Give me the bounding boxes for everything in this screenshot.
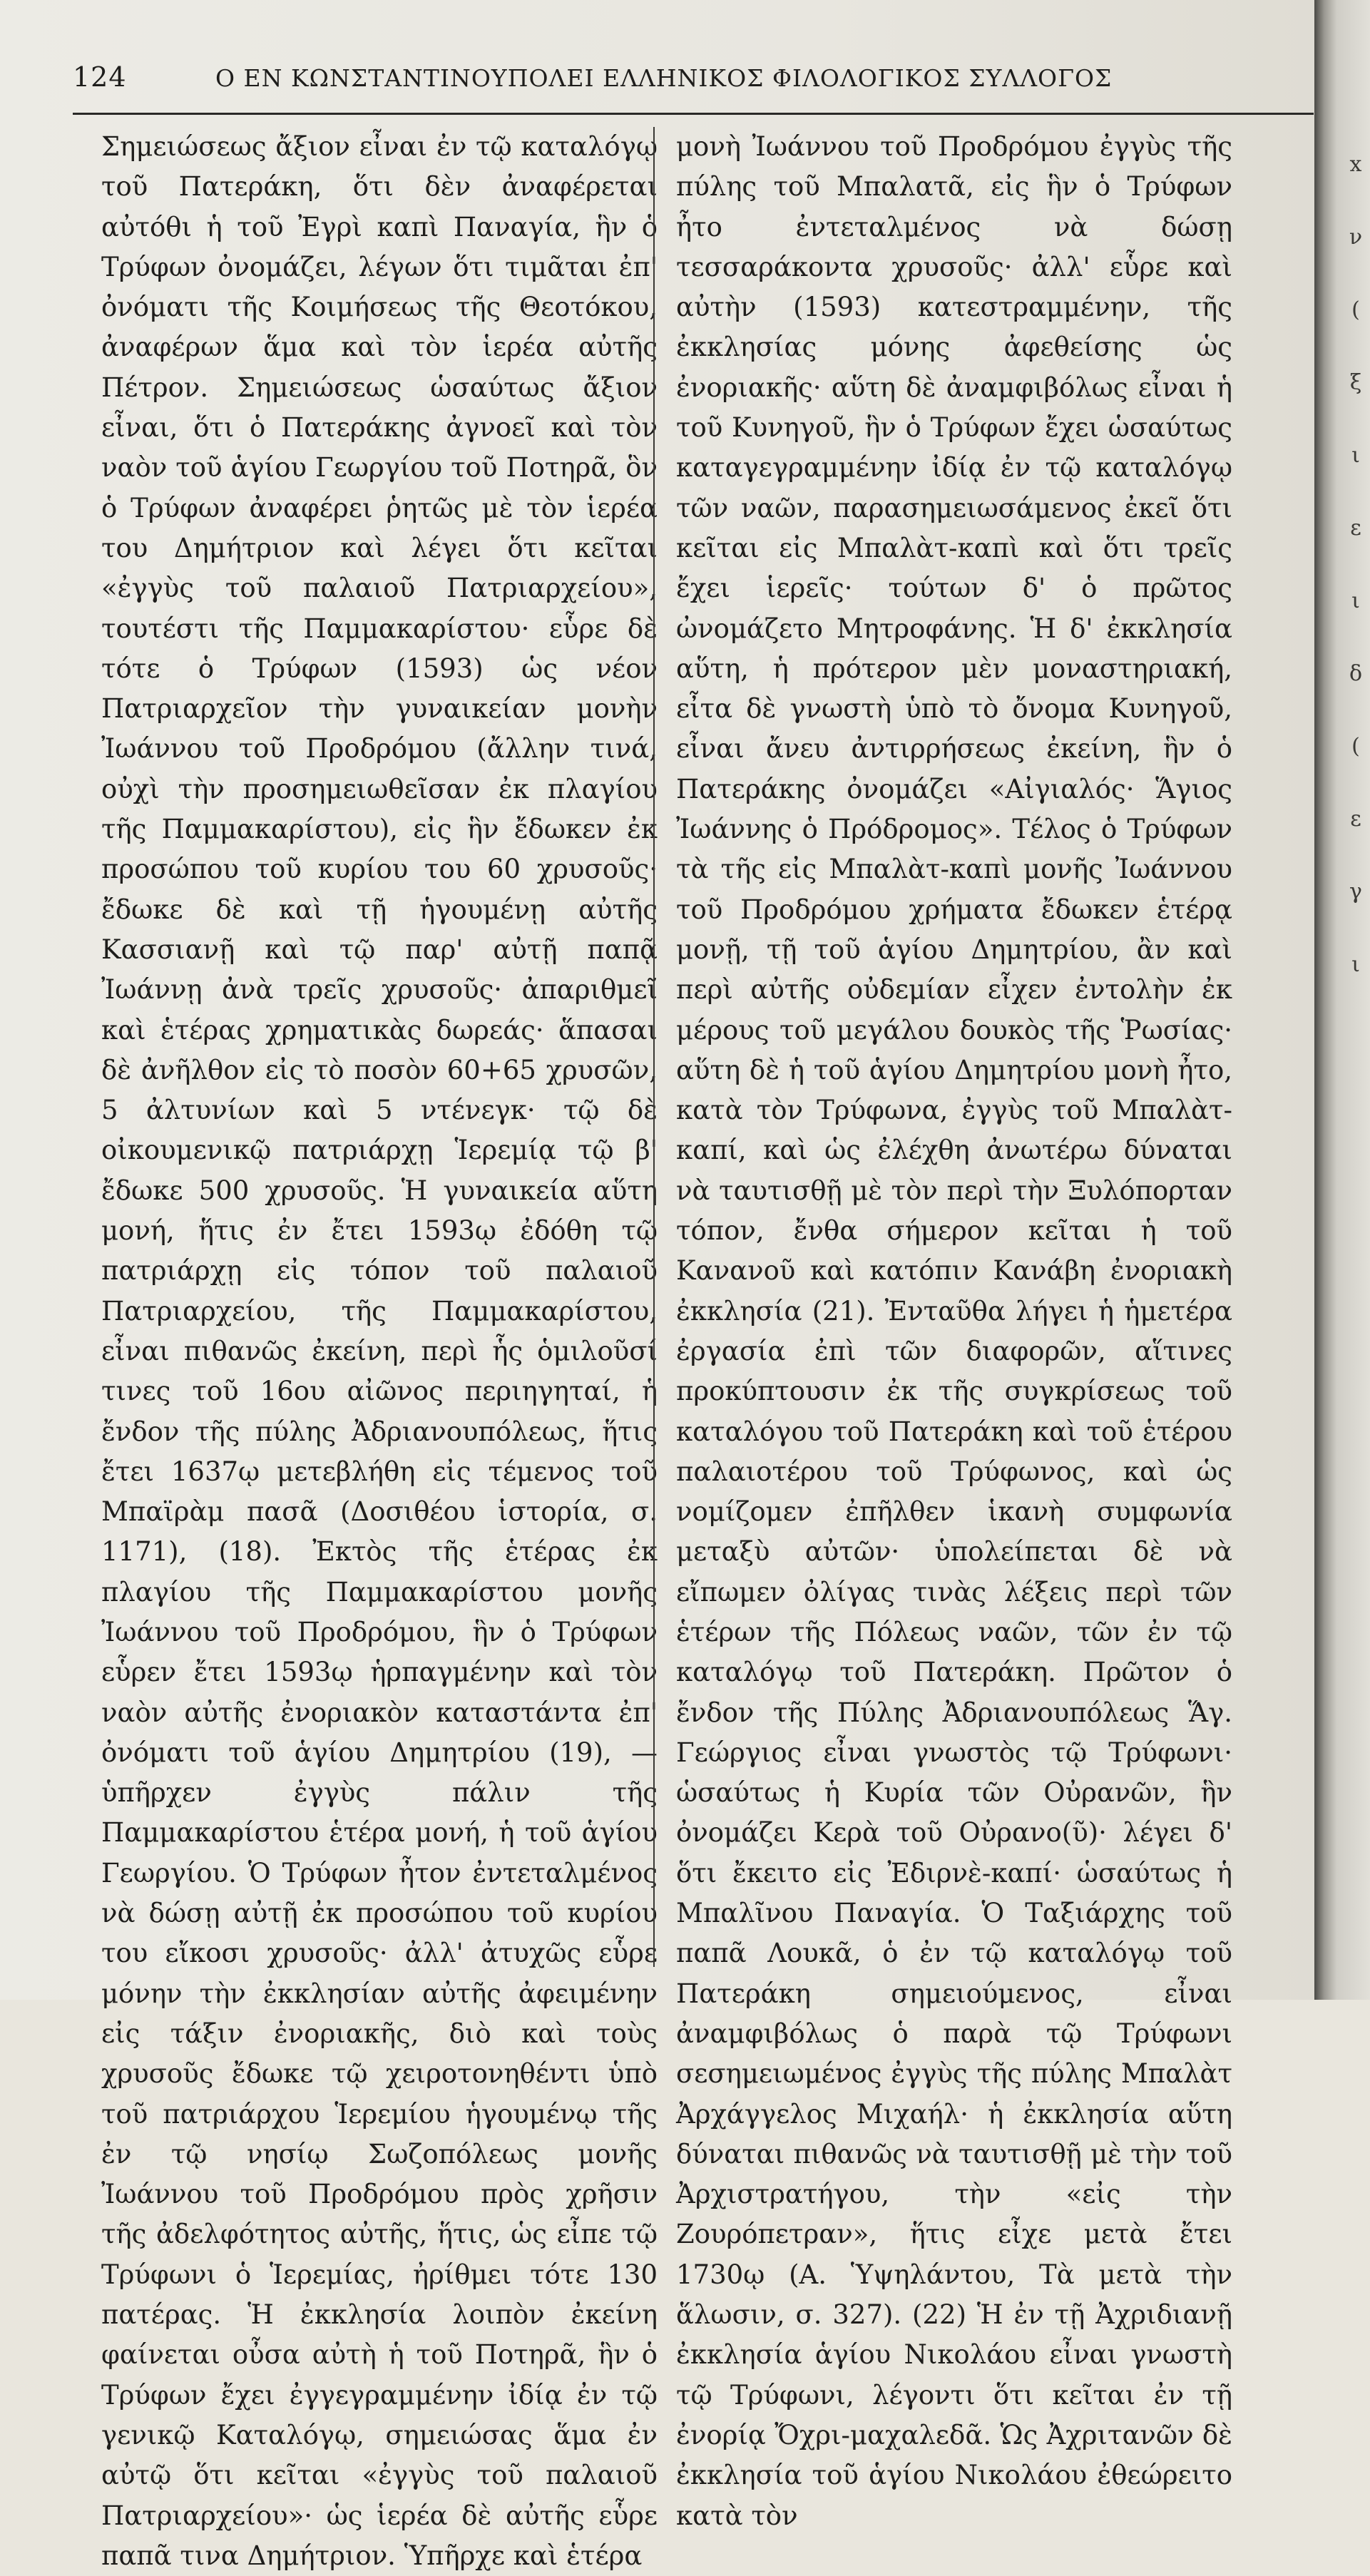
left-column-text: Σημειώσεως ἄξιον εἶναι ἐν τῷ καταλόγῳ τοῦ Πατεράκη, ὅτι δὲν ἀναφέρεται αὐτόθι ἡ τοῦ Ἐγρὶ καπὶ Παναγία, ἣν ὁ Τρύφων ὀνομάζει, λέγων ὅτι τιμᾶται ἐπ' ὀνόματι τῆς Κοιμήσεως τῆς Θεοτόκου, ἀναφέρων ἅμα καὶ τὸν ἱερέα αὐτῆς Πέτρον. Σημειώσεως ὡσαύτως ἄξιον εἶναι, ὅτι ὁ Πατεράκης ἀγνοεῖ καὶ τὸν ναὸν τοῦ ἁγίου Γεωργίου τοῦ Ποτηρᾶ, ὃν ὁ Τρύφων ἀναφέρει ῥητῶς μὲ τὸν ἱερέα του Δημήτριον καὶ λέγει ὅτι κεῖται «ἐγγὺς τοῦ παλαιοῦ Πατριαρχείου», τουτέστι τῆς Παμμακαρίστου· εὗρε δὲ τότε ὁ Τρύφων (1593) ὡς νέον Πατριαρχεῖον τὴν γυναικείαν μονὴν Ἰωάννου τοῦ Προδρόμου (ἄλλην τινά, οὐχὶ τὴν προσημειωθεῖσαν ἐκ πλαγίου τῆς Παμμακαρίστου), εἰς ἣν ἔδωκεν ἐκ προσώπου τοῦ κυρίου του 60 χρυσοῦς· ἔδωκε δὲ καὶ τῇ ἡγουμένῃ αὐτῆς Κασσιανῇ καὶ τῷ παρ' αὐτῇ παπᾷ Ἰωάννῃ ἀνὰ τρεῖς χρυσοῦς· ἀπαριθμεῖ καὶ ἑτέρας χρηματικὰς δωρεάς· ἅπασαι δὲ ἀνῆλθον εἰς τὸ ποσὸν 60+65 χρυσῶν, 5 ἀλτυνίων καὶ 5 ντένεγκ· τῷ δὲ οἰκουμενικῷ πατριάρχῃ Ἱερεμίᾳ τῷ β' ἔδωκε 500 χρυσοῦς. Ἡ γυναικεία αὕτη μονή, ἥτις ἐν ἔτει 1593ῳ ἐδόθη τῷ πατριάρχῃ εἰς τόπον τοῦ παλαιοῦ Πατριαρχείου, τῆς Παμμακαρίστου, εἶναι πιθανῶς ἐκείνη, περὶ ἧς ὁμιλοῦσί τινες τοῦ 16ου αἰῶνος περιηγηταί, ἡ ἔνδον τῆς πύλης Ἀδριανουπόλεως, ἥτις ἔτει 1637ῳ μετεβλήθη εἰς τέμενος τοῦ Μπαϊρὰμ πασᾶ (Δοσιθέου ἱστορία, σ. 1171), (18). Ἐκτὸς τῆς ἑτέρας ἐκ πλαγίου τῆς Παμμακαρίστου μονῆς Ἰωάννου τοῦ Προδρόμου, ἣν ὁ Τρύφων εὗρεν ἔτει 1593ῳ ἡρπαγμένην καὶ τὸν ναὸν αὐτῆς ἐνοριακὸν καταστάντα ἐπ' ὀνόματι τοῦ ἁγίου Δημητρίου (19), —ὑπῆρχεν ἐγγὺς πάλιν τῆς Παμμακαρίστου ἑτέρα μονή, ἡ τοῦ ἁγίου Γεωργίου. Ὁ Τρύφων ἦτον ἐντεταλμένος νὰ δώσῃ αὐτῇ ἐκ προσώπου τοῦ κυρίου του εἴκοσι χρυσοῦς· ἀλλ' ἀτυχῶς εὗρε μόνην τὴν ἐκκλησίαν αὐτῆς ἀφειμένην εἰς τάξιν ἐνοριακῆς, διὸ καὶ τοὺς χρυσοῦς ἔδωκε τῷ χειροτονηθέντι ὑπὸ τοῦ πατριάρχου Ἱερεμίου ἡγουμένῳ τῆς ἐν τῷ νησίῳ Σωζοπόλεως μονῆς Ἰωάννου τοῦ Προδρόμου πρὸς χρῆσιν τῆς ἀδελφότητος αὐτῆς, ἥτις, ὡς εἶπε τῷ Τρύφωνι ὁ Ἱερεμίας, ἠρίθμει τότε 130 πατέρας. Ἡ ἐκκλησία λοιπὸν ἐκείνη φαίνεται οὖσα αὐτὴ ἡ τοῦ Ποτηρᾶ, ἣν ὁ Τρύφων ἔχει ἐγγεγραμμένην ἰδίᾳ ἐν τῷ γενικῷ Καταλόγῳ, σημειώσας ἅμα ἐν αὐτῷ ὅτι κεῖται «ἐγγὺς τοῦ παλαιοῦ Πατριαρχείου»· ὡς ἱερέα δὲ αὐτῆς εὗρε παπᾶ τινα Δημήτριον. Ὑπῆρχε καὶ ἑτέρα	[101, 131, 658, 2571]
page-number: 124	[73, 61, 127, 93]
edge-letter: x	[1349, 152, 1362, 177]
right-column-text: μονὴ Ἰωάννου τοῦ Προδρόμου ἐγγὺς τῆς πύλης τοῦ Μπαλατᾶ, εἰς ἣν ὁ Τρύφων ἦτο ἐντεταλμένος νὰ δώσῃ τεσσαράκοντα χρυσοῦς· ἀλλ' εὗρε καὶ αὐτὴν (1593) κατεστραμμένην, τῆς ἐκκλησίας μόνης ἀφεθείσης ὡς ἐνοριακῆς· αὕτη δὲ ἀναμφιβόλως εἶναι ἡ τοῦ Κυνηγοῦ, ἣν ὁ Τρύφων ἔχει ὡσαύτως καταγεγραμμένην ἰδίᾳ ἐν τῷ καταλόγῳ τῶν ναῶν, παρασημειωσάμενος ἐκεῖ ὅτι κεῖται εἰς Μπαλὰτ-καπὶ καὶ ὅτι τρεῖς ἔχει ἱερεῖς· τούτων δ' ὁ πρῶτος ὠνομάζετο Μητροφάνης. Ἡ δ' ἐκκλησία αὕτη, ἡ πρότερον μὲν μοναστηριακή, εἶτα δὲ γνωστὴ ὑπὸ τὸ ὄνομα Κυνηγοῦ, εἶναι ἄνευ ἀντιρρήσεως ἐκείνη, ἣν ὁ Πατεράκης ὀνομάζει «Αἰγιαλός· Ἅγιος Ἰωάννης ὁ Πρόδρομος». Τέλος ὁ Τρύφων τὰ τῆς εἰς Μπαλὰτ-καπὶ μονῆς Ἰωάννου τοῦ Προδρόμου χρήματα ἔδωκεν ἑτέρᾳ μονῇ, τῇ τοῦ ἁγίου Δημητρίου, ἂν καὶ περὶ αὐτῆς οὐδεμίαν εἶχεν ἐντολὴν ἐκ μέρους τοῦ μεγάλου δουκὸς τῆς Ῥωσίας· αὕτη δὲ ἡ τοῦ ἁγίου Δημητρίου μονὴ ἦτο, κατὰ τὸν Τρύφωνα, ἐγγὺς τοῦ Μπαλὰτ-καπί, καὶ ὡς ἐλέχθη ἀνωτέρω δύναται νὰ ταυτισθῇ μὲ τὸν περὶ τὴν Ξυλόπορταν τόπον, ἔνθα σήμερον κεῖται ἡ τοῦ Κανανοῦ καὶ κατόπιν Κανάβη ἐνοριακὴ ἐκκλησία (21). Ἐνταῦθα λήγει ἡ ἡμετέρα ἐργασία ἐπὶ τῶν διαφορῶν, αἵτινες προκύπτουσιν ἐκ τῆς συγκρίσεως τοῦ καταλόγου τοῦ Πατεράκη καὶ τοῦ ἑτέρου παλαιοτέρου τοῦ Τρύφωνος, καὶ ὡς νομίζομεν ἐπῆλθεν ἱκανὴ συμφωνία μεταξὺ αὐτῶν· ὑπολείπεται δὲ νὰ εἴπωμεν ὀλίγας τινὰς λέξεις περὶ τῶν ἑτέρων τῆς Πόλεως ναῶν, τῶν ἐν τῷ καταλόγῳ τοῦ Πατεράκη. Πρῶτον ὁ ἔνδον τῆς Πύλης Ἀδριανουπόλεως Ἅγ. Γεώργιος εἶναι γνωστὸς τῷ Τρύφωνι· ὡσαύτως ἡ Κυρία τῶν Οὐρανῶν, ἣν ὀνομάζει Κερὰ τοῦ Οὐρανο(ῦ)· λέγει δ' ὅτι ἔκειτο εἰς Ἐδιρνὲ-καπί· ὡσαύτως ἡ Μπαλῖνου Παναγία. Ὁ Ταξιάρχης τοῦ παπᾶ Λουκᾶ, ὁ ἐν τῷ καταλόγῳ τοῦ Πατεράκη σημειούμενος, εἶναι ἀναμφιβόλως ὁ παρὰ τῷ Τρύφωνι σεσημειωμένος ἐγγὺς τῆς πύλης Μπαλὰτ Ἀρχάγγελος Μιχαήλ· ἡ ἐκκλησία αὕτη δύναται πιθανῶς νὰ ταυτισθῇ μὲ τὴν τοῦ Ἀρχιστρατήγου, τὴν «εἰς τὴν Ζουρόπετραν», ἥτις εἶχε μετὰ ἔτει 1730ῳ (Α. Ὑψηλάντου, Τὰ μετὰ τὴν ἅλωσιν, σ. 327). (22) Ἡ ἐν τῇ Ἀχριδιανῇ ἐκκλησία ἁγίου Νικολάου εἶναι γνωστὴ τῷ Τρύφωνι, λέγοντι ὅτι κεῖται ἐν τῇ ἐνορίᾳ Ὄχρι-μαχαλεδᾶ. Ὡς Ἀχριτανῶν δὲ ἐκκλησία τοῦ ἁγίου Νικολάου ἐθεώρειτο κατὰ τὸν	[676, 131, 1232, 2531]
edge-letter: (	[1351, 297, 1360, 322]
edge-letter: ε	[1350, 516, 1361, 541]
edge-letter: ε	[1350, 807, 1361, 832]
edge-letter: ν	[1349, 225, 1363, 250]
header-rule	[73, 113, 1314, 115]
column-divider	[653, 127, 655, 1967]
edge-letter: ι	[1351, 952, 1360, 977]
edge-letter: ι	[1351, 588, 1360, 613]
edge-letter: (	[1351, 734, 1360, 759]
running-title: Ο ΕΝ ΚΩΝΣΤΑΝΤΙΝΟΥΠΟΛΕΙ ΕΛΛΗΝΙΚΟΣ ΦΙΛΟΛΟΓΙΚΟΣ ΣΥΛΛΟΓΟΣ	[215, 64, 1113, 92]
edge-letter: ξ	[1349, 370, 1362, 395]
page-header	[73, 61, 1128, 101]
left-column	[101, 127, 658, 2576]
edge-letter: δ	[1349, 661, 1363, 686]
adjacent-page-edge-letters	[1341, 128, 1370, 1001]
edge-letter: γ	[1349, 879, 1362, 904]
edge-letter: ι	[1351, 443, 1360, 468]
right-column	[676, 127, 1232, 2536]
